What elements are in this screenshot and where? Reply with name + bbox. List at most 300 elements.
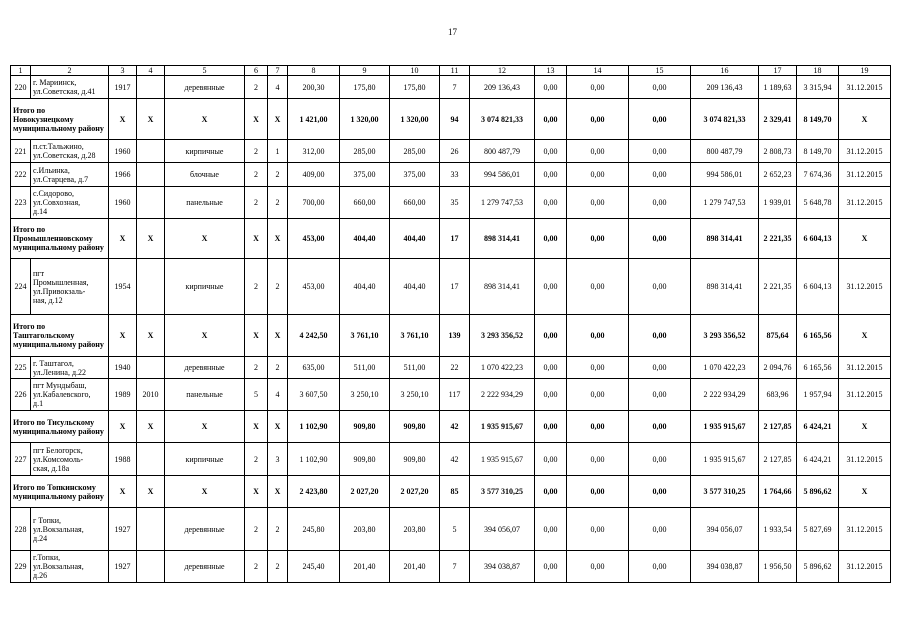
- value-cell: 0,00: [535, 357, 567, 379]
- total-cell: 6 424,21: [797, 411, 839, 443]
- total-cell: X: [268, 315, 288, 357]
- value-cell: 994 586,01: [470, 163, 535, 187]
- total-cell: 0,00: [567, 411, 629, 443]
- total-cell: 1 935 915,67: [691, 411, 759, 443]
- value-cell: 2: [245, 187, 268, 219]
- value-cell: 1940: [109, 357, 137, 379]
- value-cell: 1917: [109, 76, 137, 99]
- value-cell: [137, 508, 165, 551]
- value-cell: 2: [268, 357, 288, 379]
- total-cell: X: [137, 99, 165, 140]
- total-cell: X: [137, 219, 165, 259]
- value-cell: кирпичные: [165, 259, 245, 315]
- total-cell: 898 314,41: [470, 219, 535, 259]
- total-cell: 0,00: [535, 411, 567, 443]
- total-cell: 2 027,20: [340, 476, 390, 508]
- total-cell: X: [245, 476, 268, 508]
- value-cell: [137, 187, 165, 219]
- total-cell: 909,80: [390, 411, 440, 443]
- page-number: 17: [448, 27, 457, 37]
- address-cell: г Топки, ул.Вокзальная, д.24: [31, 508, 109, 551]
- value-cell: 0,00: [535, 379, 567, 411]
- total-cell: X: [839, 99, 891, 140]
- table-row: [11, 187, 891, 219]
- value-cell: 31.12.2015: [839, 140, 891, 163]
- total-cell: X: [165, 476, 245, 508]
- total-cell: X: [165, 411, 245, 443]
- total-cell: 0,00: [567, 476, 629, 508]
- total-cell: X: [245, 315, 268, 357]
- total-cell: X: [137, 315, 165, 357]
- address-cell: пгт Промышленная, ул.Привокзаль- ная, д.12: [31, 259, 109, 315]
- value-cell: деревянные: [165, 508, 245, 551]
- table-row: [11, 76, 891, 99]
- value-cell: 2: [245, 551, 268, 583]
- total-cell: 0,00: [567, 99, 629, 140]
- value-cell: 175,80: [340, 76, 390, 99]
- row-number-cell: 221: [11, 140, 31, 163]
- value-cell: 2 094,76: [759, 357, 797, 379]
- value-cell: 2 808,73: [759, 140, 797, 163]
- value-cell: 31.12.2015: [839, 379, 891, 411]
- value-cell: деревянные: [165, 76, 245, 99]
- total-cell: 6 165,56: [797, 315, 839, 357]
- column-number-cell: 3: [109, 66, 137, 76]
- total-cell: 1 320,00: [340, 99, 390, 140]
- value-cell: панельные: [165, 187, 245, 219]
- value-cell: 1 189,63: [759, 76, 797, 99]
- value-cell: 800 487,79: [470, 140, 535, 163]
- value-cell: 453,00: [288, 259, 340, 315]
- total-cell: 453,00: [288, 219, 340, 259]
- total-cell: X: [245, 99, 268, 140]
- total-cell: 1 764,66: [759, 476, 797, 508]
- total-cell: 0,00: [629, 476, 691, 508]
- value-cell: 0,00: [567, 443, 629, 476]
- value-cell: 3: [268, 443, 288, 476]
- value-cell: 0,00: [629, 76, 691, 99]
- value-cell: 1954: [109, 259, 137, 315]
- value-cell: 2: [245, 443, 268, 476]
- value-cell: 0,00: [629, 551, 691, 583]
- total-cell: X: [137, 476, 165, 508]
- district-total-row: [11, 476, 891, 508]
- total-cell: 0,00: [535, 219, 567, 259]
- value-cell: 0,00: [629, 508, 691, 551]
- row-number-cell: 229: [11, 551, 31, 583]
- address-cell: с.Сидорово, ул.Совхозная, д.14: [31, 187, 109, 219]
- value-cell: 1960: [109, 140, 137, 163]
- row-number-cell: 228: [11, 508, 31, 551]
- table-row: [11, 443, 891, 476]
- column-number-cell: 7: [268, 66, 288, 76]
- value-cell: [137, 551, 165, 583]
- value-cell: 7: [440, 76, 470, 99]
- value-cell: 1 279 747,53: [470, 187, 535, 219]
- value-cell: 4: [268, 379, 288, 411]
- address-cell: г. Мариинск, ул.Советская, д.41: [31, 76, 109, 99]
- total-cell: X: [109, 99, 137, 140]
- value-cell: 898 314,41: [470, 259, 535, 315]
- value-cell: 0,00: [567, 187, 629, 219]
- total-cell: 0,00: [535, 476, 567, 508]
- total-cell: 2 027,20: [390, 476, 440, 508]
- value-cell: 0,00: [629, 259, 691, 315]
- value-cell: 5: [245, 379, 268, 411]
- value-cell: 2 652,23: [759, 163, 797, 187]
- total-cell: 85: [440, 476, 470, 508]
- address-cell: пгт Мундыбаш, ул.Кабалевского, д.1: [31, 379, 109, 411]
- column-number-cell: 11: [440, 66, 470, 76]
- value-cell: 35: [440, 187, 470, 219]
- value-cell: 0,00: [629, 187, 691, 219]
- value-cell: 8 149,70: [797, 140, 839, 163]
- value-cell: кирпичные: [165, 443, 245, 476]
- total-cell: X: [109, 411, 137, 443]
- value-cell: 1 956,50: [759, 551, 797, 583]
- table-row: [11, 140, 891, 163]
- row-number-cell: 223: [11, 187, 31, 219]
- value-cell: 1 102,90: [288, 443, 340, 476]
- value-cell: 2: [245, 259, 268, 315]
- value-cell: 31.12.2015: [839, 259, 891, 315]
- total-cell: 404,40: [340, 219, 390, 259]
- value-cell: 31.12.2015: [839, 551, 891, 583]
- value-cell: 2010: [137, 379, 165, 411]
- total-cell: 3 577 310,25: [691, 476, 759, 508]
- total-cell: 2 423,80: [288, 476, 340, 508]
- value-cell: 209 136,43: [470, 76, 535, 99]
- value-cell: 660,00: [390, 187, 440, 219]
- total-cell: 1 102,90: [288, 411, 340, 443]
- value-cell: 175,80: [390, 76, 440, 99]
- value-cell: 2 222 934,29: [691, 379, 759, 411]
- value-cell: 33: [440, 163, 470, 187]
- value-cell: 0,00: [535, 187, 567, 219]
- total-cell: 5 896,62: [797, 476, 839, 508]
- total-cell: 3 074 821,33: [691, 99, 759, 140]
- total-cell: X: [268, 99, 288, 140]
- value-cell: 2: [268, 508, 288, 551]
- value-cell: 2: [268, 163, 288, 187]
- total-cell: 8 149,70: [797, 99, 839, 140]
- value-cell: 511,00: [340, 357, 390, 379]
- total-cell: 909,80: [340, 411, 390, 443]
- value-cell: 394 038,87: [691, 551, 759, 583]
- value-cell: деревянные: [165, 551, 245, 583]
- total-cell: 0,00: [535, 99, 567, 140]
- value-cell: 245,80: [288, 508, 340, 551]
- value-cell: 1927: [109, 508, 137, 551]
- column-number-cell: 4: [137, 66, 165, 76]
- value-cell: 0,00: [567, 259, 629, 315]
- value-cell: 5 896,62: [797, 551, 839, 583]
- value-cell: блочные: [165, 163, 245, 187]
- value-cell: 909,80: [390, 443, 440, 476]
- housing-table: [10, 65, 891, 583]
- value-cell: 31.12.2015: [839, 443, 891, 476]
- value-cell: 0,00: [567, 508, 629, 551]
- row-number-cell: 222: [11, 163, 31, 187]
- total-cell: 875,64: [759, 315, 797, 357]
- value-cell: 2: [268, 187, 288, 219]
- value-cell: 2: [245, 140, 268, 163]
- value-cell: 2 222 934,29: [470, 379, 535, 411]
- address-cell: п.ст.Тальжино, ул.Советская, д.28: [31, 140, 109, 163]
- value-cell: 4: [268, 76, 288, 99]
- value-cell: 6 424,21: [797, 443, 839, 476]
- value-cell: 285,00: [390, 140, 440, 163]
- total-cell: X: [268, 476, 288, 508]
- value-cell: 0,00: [629, 357, 691, 379]
- district-total-row: [11, 99, 891, 140]
- value-cell: 0,00: [535, 508, 567, 551]
- total-cell: 0,00: [629, 315, 691, 357]
- value-cell: 1 070 422,23: [691, 357, 759, 379]
- total-cell: 4 242,50: [288, 315, 340, 357]
- value-cell: 203,80: [390, 508, 440, 551]
- value-cell: 31.12.2015: [839, 76, 891, 99]
- value-cell: 245,40: [288, 551, 340, 583]
- value-cell: 1927: [109, 551, 137, 583]
- total-cell: 0,00: [629, 99, 691, 140]
- value-cell: 0,00: [629, 379, 691, 411]
- value-cell: 375,00: [340, 163, 390, 187]
- total-cell: 2 127,85: [759, 411, 797, 443]
- value-cell: кирпичные: [165, 140, 245, 163]
- value-cell: 3 607,50: [288, 379, 340, 411]
- total-cell: 0,00: [629, 219, 691, 259]
- value-cell: 511,00: [390, 357, 440, 379]
- district-total-row: [11, 411, 891, 443]
- value-cell: 1: [268, 140, 288, 163]
- value-cell: 0,00: [567, 163, 629, 187]
- total-cell: X: [839, 219, 891, 259]
- value-cell: [137, 443, 165, 476]
- value-cell: 203,80: [340, 508, 390, 551]
- value-cell: 1 939,01: [759, 187, 797, 219]
- value-cell: панельные: [165, 379, 245, 411]
- column-number-cell: 8: [288, 66, 340, 76]
- value-cell: 31.12.2015: [839, 357, 891, 379]
- value-cell: 2: [245, 508, 268, 551]
- value-cell: 1 070 422,23: [470, 357, 535, 379]
- district-name-cell: Итого по Тисульскому муниципальному району: [11, 411, 109, 443]
- value-cell: 6 165,56: [797, 357, 839, 379]
- total-cell: 6 604,13: [797, 219, 839, 259]
- total-cell: 3 761,10: [390, 315, 440, 357]
- column-number-cell: 1: [11, 66, 31, 76]
- total-cell: X: [109, 476, 137, 508]
- value-cell: 0,00: [535, 443, 567, 476]
- value-cell: 409,00: [288, 163, 340, 187]
- value-cell: 7 674,36: [797, 163, 839, 187]
- value-cell: 0,00: [629, 163, 691, 187]
- value-cell: 635,00: [288, 357, 340, 379]
- total-cell: 3 074 821,33: [470, 99, 535, 140]
- value-cell: 0,00: [567, 76, 629, 99]
- total-cell: 3 577 310,25: [470, 476, 535, 508]
- total-cell: 898 314,41: [691, 219, 759, 259]
- district-name-cell: Итого по Новокузнецкому муниципальному району: [11, 99, 109, 140]
- column-number-cell: 5: [165, 66, 245, 76]
- district-name-cell: Итого по Промышленновскому муниципальному району: [11, 219, 109, 259]
- value-cell: 31.12.2015: [839, 508, 891, 551]
- value-cell: 201,40: [390, 551, 440, 583]
- district-name-cell: Итого по Таштагольскому муниципальному району: [11, 315, 109, 357]
- value-cell: 117: [440, 379, 470, 411]
- total-cell: 1 935 915,67: [470, 411, 535, 443]
- table-row: [11, 259, 891, 315]
- total-cell: X: [165, 99, 245, 140]
- address-cell: с.Ильинка, ул.Старцева, д.7: [31, 163, 109, 187]
- value-cell: 312,00: [288, 140, 340, 163]
- district-total-row: [11, 315, 891, 357]
- total-cell: 1 421,00: [288, 99, 340, 140]
- value-cell: 1966: [109, 163, 137, 187]
- value-cell: 6 604,13: [797, 259, 839, 315]
- total-cell: X: [245, 411, 268, 443]
- table-row: [11, 508, 891, 551]
- value-cell: 1 933,54: [759, 508, 797, 551]
- value-cell: 1 279 747,53: [691, 187, 759, 219]
- value-cell: 3 250,10: [340, 379, 390, 411]
- row-number-cell: 227: [11, 443, 31, 476]
- column-number-row: [11, 66, 891, 76]
- column-number-cell: 10: [390, 66, 440, 76]
- row-number-cell: 224: [11, 259, 31, 315]
- value-cell: 31.12.2015: [839, 163, 891, 187]
- value-cell: 0,00: [567, 140, 629, 163]
- value-cell: 0,00: [535, 551, 567, 583]
- value-cell: 0,00: [567, 551, 629, 583]
- value-cell: 0,00: [629, 443, 691, 476]
- table-row: [11, 163, 891, 187]
- value-cell: 660,00: [340, 187, 390, 219]
- total-cell: X: [245, 219, 268, 259]
- value-cell: 42: [440, 443, 470, 476]
- total-cell: 0,00: [567, 219, 629, 259]
- value-cell: 683,96: [759, 379, 797, 411]
- table-row: [11, 551, 891, 583]
- value-cell: 31.12.2015: [839, 187, 891, 219]
- row-number-cell: 226: [11, 379, 31, 411]
- value-cell: 3 250,10: [390, 379, 440, 411]
- value-cell: 394 056,07: [691, 508, 759, 551]
- row-number-cell: 220: [11, 76, 31, 99]
- value-cell: 1 957,94: [797, 379, 839, 411]
- column-number-cell: 12: [470, 66, 535, 76]
- value-cell: 800 487,79: [691, 140, 759, 163]
- district-name-cell: Итого по Топкинскому муниципальному району: [11, 476, 109, 508]
- column-number-cell: 9: [340, 66, 390, 76]
- total-cell: 2 221,35: [759, 219, 797, 259]
- total-cell: 1 320,00: [390, 99, 440, 140]
- value-cell: 404,40: [390, 259, 440, 315]
- value-cell: 394 056,07: [470, 508, 535, 551]
- column-number-cell: 6: [245, 66, 268, 76]
- value-cell: 5 648,78: [797, 187, 839, 219]
- total-cell: 2 329,41: [759, 99, 797, 140]
- column-number-cell: 16: [691, 66, 759, 76]
- row-number-cell: 225: [11, 357, 31, 379]
- value-cell: 2: [268, 551, 288, 583]
- value-cell: [137, 163, 165, 187]
- value-cell: 2 127,85: [759, 443, 797, 476]
- value-cell: 0,00: [535, 163, 567, 187]
- table-row: [11, 379, 891, 411]
- total-cell: X: [109, 219, 137, 259]
- total-cell: 94: [440, 99, 470, 140]
- column-number-cell: 19: [839, 66, 891, 76]
- value-cell: 17: [440, 259, 470, 315]
- column-number-cell: 17: [759, 66, 797, 76]
- value-cell: 2: [245, 76, 268, 99]
- address-cell: г. Таштагол, ул.Ленина, д.22: [31, 357, 109, 379]
- total-cell: X: [268, 411, 288, 443]
- column-number-cell: 14: [567, 66, 629, 76]
- value-cell: 0,00: [535, 76, 567, 99]
- value-cell: 1989: [109, 379, 137, 411]
- value-cell: [137, 140, 165, 163]
- total-cell: X: [839, 315, 891, 357]
- total-cell: 3 761,10: [340, 315, 390, 357]
- total-cell: X: [839, 476, 891, 508]
- value-cell: 1 935 915,67: [470, 443, 535, 476]
- value-cell: 2: [245, 163, 268, 187]
- column-number-cell: 18: [797, 66, 839, 76]
- total-cell: 17: [440, 219, 470, 259]
- total-cell: 42: [440, 411, 470, 443]
- address-cell: г.Топки, ул.Вокзальная, д.26: [31, 551, 109, 583]
- total-cell: 3 293 356,52: [691, 315, 759, 357]
- value-cell: 375,00: [390, 163, 440, 187]
- column-number-cell: 2: [31, 66, 109, 76]
- value-cell: 22: [440, 357, 470, 379]
- value-cell: 404,40: [340, 259, 390, 315]
- value-cell: 700,00: [288, 187, 340, 219]
- value-cell: 909,80: [340, 443, 390, 476]
- value-cell: 2: [268, 259, 288, 315]
- value-cell: 0,00: [535, 140, 567, 163]
- value-cell: 209 136,43: [691, 76, 759, 99]
- total-cell: 404,40: [390, 219, 440, 259]
- value-cell: 5: [440, 508, 470, 551]
- value-cell: 1988: [109, 443, 137, 476]
- value-cell: 26: [440, 140, 470, 163]
- value-cell: 0,00: [567, 379, 629, 411]
- value-cell: 1 935 915,67: [691, 443, 759, 476]
- total-cell: X: [268, 219, 288, 259]
- total-cell: 0,00: [629, 411, 691, 443]
- value-cell: 394 038,87: [470, 551, 535, 583]
- value-cell: 994 586,01: [691, 163, 759, 187]
- total-cell: X: [137, 411, 165, 443]
- address-cell: пгт Белогорск, ул.Комсомоль- ская, д.18а: [31, 443, 109, 476]
- value-cell: [137, 357, 165, 379]
- value-cell: 285,00: [340, 140, 390, 163]
- value-cell: 201,40: [340, 551, 390, 583]
- value-cell: 0,00: [535, 259, 567, 315]
- total-cell: 3 293 356,52: [470, 315, 535, 357]
- value-cell: 1960: [109, 187, 137, 219]
- value-cell: 898 314,41: [691, 259, 759, 315]
- total-cell: X: [839, 411, 891, 443]
- total-cell: 139: [440, 315, 470, 357]
- total-cell: X: [165, 315, 245, 357]
- value-cell: 5 827,69: [797, 508, 839, 551]
- column-number-cell: 13: [535, 66, 567, 76]
